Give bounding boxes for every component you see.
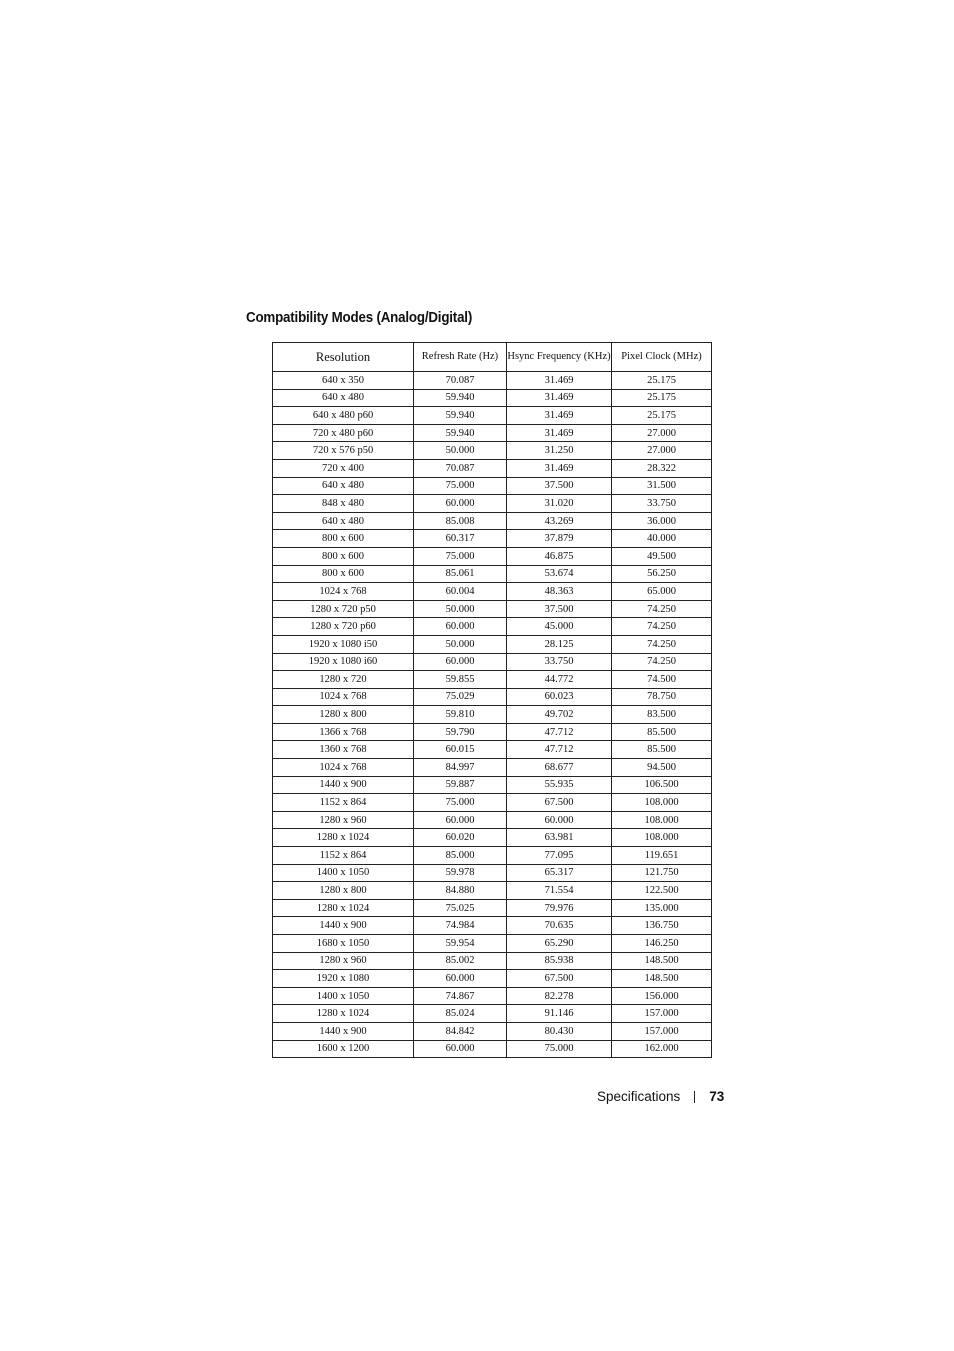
refresh-rate-cell: 85.024 (414, 1005, 507, 1023)
pixel-clock-cell: 74.500 (612, 671, 712, 689)
table-row (273, 688, 712, 706)
hsync-frequency-cell: 79.976 (507, 899, 612, 917)
refresh-rate-cell: 59.790 (414, 723, 507, 741)
resolution-cell: 1440 x 900 (273, 917, 414, 935)
hsync-frequency-cell: 47.712 (507, 723, 612, 741)
resolution-cell: 1280 x 800 (273, 882, 414, 900)
resolution-cell: 800 x 600 (273, 530, 414, 548)
refresh-rate-cell: 85.061 (414, 565, 507, 583)
resolution-cell: 1400 x 1050 (273, 864, 414, 882)
table-row (273, 530, 712, 548)
header-pixel-clock: Pixel Clock (MHz) (612, 343, 712, 372)
refresh-rate-cell: 75.029 (414, 688, 507, 706)
table-row (273, 723, 712, 741)
table-header (273, 343, 712, 372)
refresh-rate-cell: 85.000 (414, 847, 507, 865)
table-row (273, 741, 712, 759)
hsync-frequency-cell: 71.554 (507, 882, 612, 900)
hsync-frequency-cell: 48.363 (507, 583, 612, 601)
table-row (273, 372, 712, 390)
table-row (273, 899, 712, 917)
pixel-clock-cell: 74.250 (612, 600, 712, 618)
resolution-cell: 640 x 480 p60 (273, 407, 414, 425)
refresh-rate-cell: 60.000 (414, 653, 507, 671)
pixel-clock-cell: 78.750 (612, 688, 712, 706)
table-row (273, 442, 712, 460)
resolution-cell: 1280 x 1024 (273, 1005, 414, 1023)
hsync-frequency-cell: 63.981 (507, 829, 612, 847)
hsync-frequency-cell: 67.500 (507, 794, 612, 812)
section-title: Compatibility Modes (Analog/Digital) (246, 310, 473, 326)
pixel-clock-cell: 108.000 (612, 829, 712, 847)
table-row (273, 583, 712, 601)
table-row (273, 671, 712, 689)
table-row (273, 618, 712, 636)
resolution-cell: 1600 x 1200 (273, 1040, 414, 1058)
pixel-clock-cell: 36.000 (612, 512, 712, 530)
table-row (273, 459, 712, 477)
refresh-rate-cell: 59.855 (414, 671, 507, 689)
resolution-cell: 1152 x 864 (273, 794, 414, 812)
refresh-rate-cell: 60.004 (414, 583, 507, 601)
pixel-clock-cell: 122.500 (612, 882, 712, 900)
pixel-clock-cell: 121.750 (612, 864, 712, 882)
hsync-frequency-cell: 49.702 (507, 706, 612, 724)
pixel-clock-cell: 119.651 (612, 847, 712, 865)
pixel-clock-cell: 25.175 (612, 389, 712, 407)
table-row (273, 600, 712, 618)
pixel-clock-cell: 25.175 (612, 372, 712, 390)
refresh-rate-cell: 74.867 (414, 987, 507, 1005)
hsync-frequency-cell: 60.023 (507, 688, 612, 706)
hsync-frequency-cell: 80.430 (507, 1022, 612, 1040)
resolution-cell: 640 x 480 (273, 477, 414, 495)
hsync-frequency-cell: 46.875 (507, 547, 612, 565)
refresh-rate-cell: 84.880 (414, 882, 507, 900)
refresh-rate-cell: 59.978 (414, 864, 507, 882)
resolution-cell: 1920 x 1080 i60 (273, 653, 414, 671)
hsync-frequency-cell: 37.500 (507, 477, 612, 495)
table-row (273, 935, 712, 953)
header-row (273, 343, 712, 372)
refresh-rate-cell: 75.000 (414, 794, 507, 812)
refresh-rate-cell: 84.997 (414, 759, 507, 777)
hsync-frequency-cell: 31.469 (507, 459, 612, 477)
refresh-rate-cell: 59.940 (414, 407, 507, 425)
pixel-clock-cell: 83.500 (612, 706, 712, 724)
table-row (273, 424, 712, 442)
pixel-clock-cell: 65.000 (612, 583, 712, 601)
hsync-frequency-cell: 60.000 (507, 811, 612, 829)
resolution-cell: 1280 x 960 (273, 811, 414, 829)
hsync-frequency-cell: 44.772 (507, 671, 612, 689)
hsync-frequency-cell: 82.278 (507, 987, 612, 1005)
resolution-cell: 1280 x 720 p50 (273, 600, 414, 618)
resolution-cell: 1280 x 720 p60 (273, 618, 414, 636)
pixel-clock-cell: 157.000 (612, 1005, 712, 1023)
pixel-clock-cell: 156.000 (612, 987, 712, 1005)
table-row (273, 917, 712, 935)
resolution-cell: 1440 x 900 (273, 1022, 414, 1040)
resolution-cell: 800 x 600 (273, 547, 414, 565)
refresh-rate-cell: 60.317 (414, 530, 507, 548)
hsync-frequency-cell: 31.469 (507, 424, 612, 442)
pixel-clock-cell: 106.500 (612, 776, 712, 794)
resolution-cell: 1280 x 800 (273, 706, 414, 724)
hsync-frequency-cell: 77.095 (507, 847, 612, 865)
pixel-clock-cell: 85.500 (612, 723, 712, 741)
resolution-cell: 848 x 480 (273, 495, 414, 513)
refresh-rate-cell: 75.000 (414, 477, 507, 495)
resolution-cell: 720 x 400 (273, 459, 414, 477)
refresh-rate-cell: 74.984 (414, 917, 507, 935)
table-row (273, 635, 712, 653)
table-row (273, 565, 712, 583)
resolution-cell: 800 x 600 (273, 565, 414, 583)
pixel-clock-cell: 25.175 (612, 407, 712, 425)
table-row (273, 970, 712, 988)
hsync-frequency-cell: 53.674 (507, 565, 612, 583)
table-row (273, 794, 712, 812)
footer-section-label: Specifications (597, 1089, 681, 1104)
table-row (273, 653, 712, 671)
resolution-cell: 640 x 350 (273, 372, 414, 390)
refresh-rate-cell: 50.000 (414, 442, 507, 460)
pixel-clock-cell: 148.500 (612, 952, 712, 970)
pixel-clock-cell: 74.250 (612, 635, 712, 653)
pixel-clock-cell: 31.500 (612, 477, 712, 495)
pixel-clock-cell: 108.000 (612, 794, 712, 812)
hsync-frequency-cell: 65.290 (507, 935, 612, 953)
table-row (273, 987, 712, 1005)
refresh-rate-cell: 60.000 (414, 618, 507, 636)
table-row (273, 776, 712, 794)
pixel-clock-cell: 94.500 (612, 759, 712, 777)
resolution-cell: 1400 x 1050 (273, 987, 414, 1005)
hsync-frequency-cell: 33.750 (507, 653, 612, 671)
resolution-cell: 1440 x 900 (273, 776, 414, 794)
table-row (273, 864, 712, 882)
table-row (273, 829, 712, 847)
table-row (273, 512, 712, 530)
refresh-rate-cell: 60.000 (414, 970, 507, 988)
pixel-clock-cell: 148.500 (612, 970, 712, 988)
pixel-clock-cell: 85.500 (612, 741, 712, 759)
resolution-cell: 720 x 480 p60 (273, 424, 414, 442)
refresh-rate-cell: 59.810 (414, 706, 507, 724)
page-number: 73 (709, 1089, 725, 1104)
refresh-rate-cell: 50.000 (414, 600, 507, 618)
resolution-cell: 640 x 480 (273, 512, 414, 530)
resolution-cell: 1366 x 768 (273, 723, 414, 741)
pixel-clock-cell: 56.250 (612, 565, 712, 583)
table-row (273, 407, 712, 425)
refresh-rate-cell: 70.087 (414, 372, 507, 390)
refresh-rate-cell: 84.842 (414, 1022, 507, 1040)
resolution-cell: 1280 x 1024 (273, 829, 414, 847)
hsync-frequency-cell: 37.879 (507, 530, 612, 548)
resolution-cell: 1024 x 768 (273, 688, 414, 706)
refresh-rate-cell: 60.000 (414, 811, 507, 829)
pixel-clock-cell: 74.250 (612, 653, 712, 671)
resolution-cell: 1280 x 720 (273, 671, 414, 689)
resolution-cell: 640 x 480 (273, 389, 414, 407)
table-row (273, 952, 712, 970)
pixel-clock-cell: 40.000 (612, 530, 712, 548)
refresh-rate-cell: 59.954 (414, 935, 507, 953)
resolution-cell: 1024 x 768 (273, 759, 414, 777)
refresh-rate-cell: 50.000 (414, 635, 507, 653)
table-row (273, 759, 712, 777)
pixel-clock-cell: 157.000 (612, 1022, 712, 1040)
refresh-rate-cell: 59.940 (414, 389, 507, 407)
hsync-frequency-cell: 28.125 (507, 635, 612, 653)
table-row (273, 706, 712, 724)
refresh-rate-cell: 70.087 (414, 459, 507, 477)
pixel-clock-cell: 49.500 (612, 547, 712, 565)
hsync-frequency-cell: 85.938 (507, 952, 612, 970)
table-row (273, 811, 712, 829)
header-hsync-frequency: Hsync Frequency (KHz) (507, 343, 612, 372)
footer-divider (694, 1091, 695, 1103)
header-resolution: Resolution (273, 343, 414, 372)
compatibility-modes-table (272, 342, 712, 1058)
hsync-frequency-cell: 31.469 (507, 372, 612, 390)
table-row (273, 1040, 712, 1058)
hsync-frequency-cell: 65.317 (507, 864, 612, 882)
table-row (273, 847, 712, 865)
table-row (273, 547, 712, 565)
pixel-clock-cell: 136.750 (612, 917, 712, 935)
resolution-cell: 1680 x 1050 (273, 935, 414, 953)
hsync-frequency-cell: 67.500 (507, 970, 612, 988)
resolution-cell: 1024 x 768 (273, 583, 414, 601)
refresh-rate-cell: 60.020 (414, 829, 507, 847)
resolution-cell: 1360 x 768 (273, 741, 414, 759)
hsync-frequency-cell: 31.469 (507, 407, 612, 425)
resolution-cell: 1920 x 1080 (273, 970, 414, 988)
table-row (273, 389, 712, 407)
refresh-rate-cell: 59.940 (414, 424, 507, 442)
refresh-rate-cell: 59.887 (414, 776, 507, 794)
table-row (273, 882, 712, 900)
resolution-cell: 1152 x 864 (273, 847, 414, 865)
hsync-frequency-cell: 75.000 (507, 1040, 612, 1058)
hsync-frequency-cell: 68.677 (507, 759, 612, 777)
resolution-cell: 720 x 576 p50 (273, 442, 414, 460)
refresh-rate-cell: 75.025 (414, 899, 507, 917)
table-body (273, 372, 712, 1058)
pixel-clock-cell: 28.322 (612, 459, 712, 477)
pixel-clock-cell: 33.750 (612, 495, 712, 513)
hsync-frequency-cell: 47.712 (507, 741, 612, 759)
header-refresh-rate: Refresh Rate (Hz) (414, 343, 507, 372)
pixel-clock-cell: 162.000 (612, 1040, 712, 1058)
refresh-rate-cell: 60.015 (414, 741, 507, 759)
hsync-frequency-cell: 31.250 (507, 442, 612, 460)
pixel-clock-cell: 135.000 (612, 899, 712, 917)
refresh-rate-cell: 85.008 (414, 512, 507, 530)
refresh-rate-cell: 60.000 (414, 1040, 507, 1058)
hsync-frequency-cell: 31.020 (507, 495, 612, 513)
table-row (273, 477, 712, 495)
pixel-clock-cell: 27.000 (612, 442, 712, 460)
resolution-cell: 1920 x 1080 i50 (273, 635, 414, 653)
table-row (273, 495, 712, 513)
refresh-rate-cell: 75.000 (414, 547, 507, 565)
page-footer (597, 1089, 724, 1104)
pixel-clock-cell: 108.000 (612, 811, 712, 829)
resolution-cell: 1280 x 1024 (273, 899, 414, 917)
hsync-frequency-cell: 45.000 (507, 618, 612, 636)
hsync-frequency-cell: 43.269 (507, 512, 612, 530)
table-row (273, 1005, 712, 1023)
hsync-frequency-cell: 37.500 (507, 600, 612, 618)
resolution-cell: 1280 x 960 (273, 952, 414, 970)
hsync-frequency-cell: 31.469 (507, 389, 612, 407)
hsync-frequency-cell: 70.635 (507, 917, 612, 935)
hsync-frequency-cell: 91.146 (507, 1005, 612, 1023)
pixel-clock-cell: 27.000 (612, 424, 712, 442)
table-row (273, 1022, 712, 1040)
hsync-frequency-cell: 55.935 (507, 776, 612, 794)
refresh-rate-cell: 60.000 (414, 495, 507, 513)
refresh-rate-cell: 85.002 (414, 952, 507, 970)
pixel-clock-cell: 146.250 (612, 935, 712, 953)
pixel-clock-cell: 74.250 (612, 618, 712, 636)
